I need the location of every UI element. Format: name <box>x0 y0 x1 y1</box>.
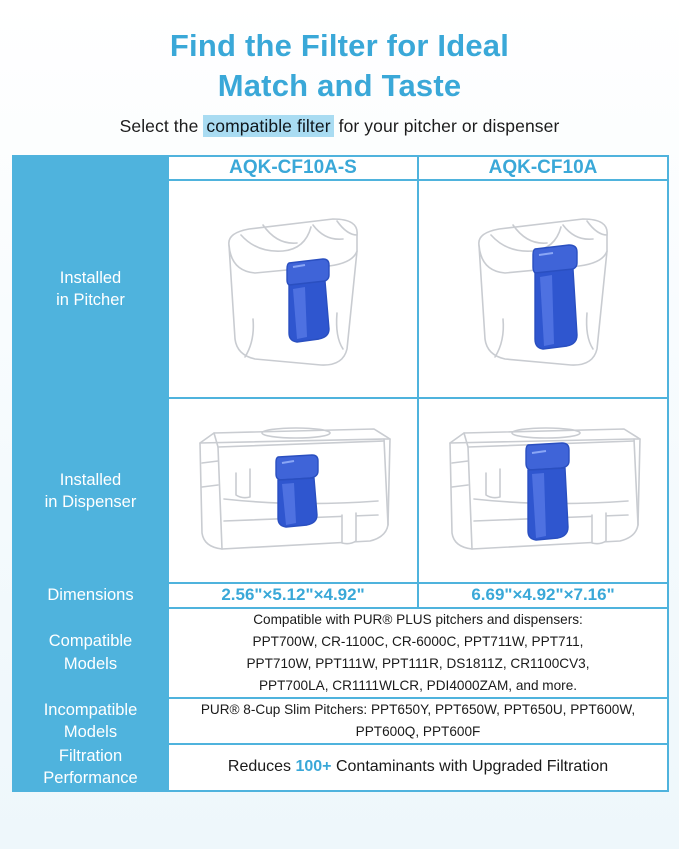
row-header-dimensions <box>13 583 168 607</box>
incompatible-models-line: PUR® 8-Cup Slim Pitchers: PPT650Y, PPT650W, PPT650U, PPT600W, <box>200 701 636 717</box>
subtitle-text-before: Select the <box>119 116 204 137</box>
cell-dispenser-model-1 <box>168 398 418 583</box>
filter-cartridge-short <box>276 455 318 527</box>
comparison-table-wrapper <box>12 155 667 791</box>
dimensions-value: 2.56"×5.12"×4.92" <box>221 585 365 605</box>
dispenser-with-short-filter-illustration <box>178 403 408 579</box>
page-subtitle <box>20 116 659 137</box>
row-header-line-2: Models <box>63 654 118 673</box>
dimensions-value: 6.69"×4.92"×7.16" <box>471 585 615 605</box>
cell-pitcher-model-1 <box>168 180 418 398</box>
row-header-line-2: in Dispenser <box>44 492 137 511</box>
comparison-table <box>12 155 669 791</box>
subtitle-text-after: for your pitcher or dispenser <box>333 116 560 137</box>
pitcher-with-short-filter-illustration <box>193 189 393 389</box>
row-header-line-1: Installed <box>59 269 122 288</box>
subtitle-highlight: compatible filter <box>203 115 333 137</box>
compatible-models-line: PPT710W, PPT111W, PPT111R, DS1811Z, CR1100CV3, <box>246 655 590 671</box>
incompatible-models-line: PPT600Q, PPT600F <box>355 723 481 739</box>
table-row <box>13 744 668 791</box>
cell-filtration-performance <box>168 744 668 791</box>
table-row <box>13 698 668 745</box>
cell-pitcher-model-2 <box>418 180 668 398</box>
table-corner-cell <box>13 156 168 180</box>
header <box>0 0 679 137</box>
filter-cartridge-long <box>533 245 577 349</box>
table-row <box>13 608 668 698</box>
table-header-row <box>13 156 668 180</box>
performance-text-after: Contaminants with Upgraded Filtration <box>331 758 609 776</box>
page-title-line-2: Match and Taste <box>217 67 462 103</box>
performance-accent-value: 100+ <box>295 758 332 776</box>
page-title-line-1: Find the Filter for Ideal <box>169 28 510 63</box>
cell-dimensions-model-1 <box>168 583 418 607</box>
cell-incompatible-models <box>168 698 668 745</box>
compatible-models-line: PPT700LA, CR1111WLCR, PDI4000ZAM, and more. <box>258 677 578 693</box>
row-header-line-1: Filtration <box>58 747 123 766</box>
row-header-line-2: Models <box>63 722 118 741</box>
cell-compatible-models <box>168 608 668 698</box>
dispenser-with-long-filter-illustration <box>428 403 658 579</box>
row-header-installed-in-dispenser <box>13 398 168 583</box>
filter-cartridge-short <box>287 259 329 342</box>
cell-dispenser-model-2 <box>418 398 668 583</box>
compatible-models-line: PPT700W, CR-1100C, CR-6000C, PPT711W, PPT711, <box>252 633 584 649</box>
table-row <box>13 180 668 398</box>
row-header-installed-in-pitcher <box>13 180 168 398</box>
table-row <box>13 583 668 607</box>
performance-text-before: Reduces <box>227 758 296 776</box>
row-header-line-1: Incompatible <box>43 700 138 719</box>
row-header-line-1: Dimensions <box>47 586 134 605</box>
column-header-model-2: AQK-CF10A <box>418 156 668 180</box>
row-header-line-2: Performance <box>43 769 138 788</box>
row-header-line-2: in Pitcher <box>56 291 125 310</box>
row-header-filtration-performance <box>13 744 168 791</box>
column-header-model-1: AQK-CF10A-S <box>168 156 418 180</box>
page-title <box>80 26 600 105</box>
filter-cartridge-long <box>526 443 569 540</box>
pitcher-with-long-filter-illustration <box>443 189 643 389</box>
table-row <box>13 398 668 583</box>
row-header-line-1: Compatible <box>48 632 133 651</box>
cell-dimensions-model-2 <box>418 583 668 607</box>
compatible-models-line: Compatible with PUR® PLUS pitchers and dispensers: <box>253 611 583 627</box>
row-header-compatible-models <box>13 608 168 698</box>
row-header-line-1: Installed <box>59 470 122 489</box>
row-header-incompatible-models <box>13 698 168 745</box>
